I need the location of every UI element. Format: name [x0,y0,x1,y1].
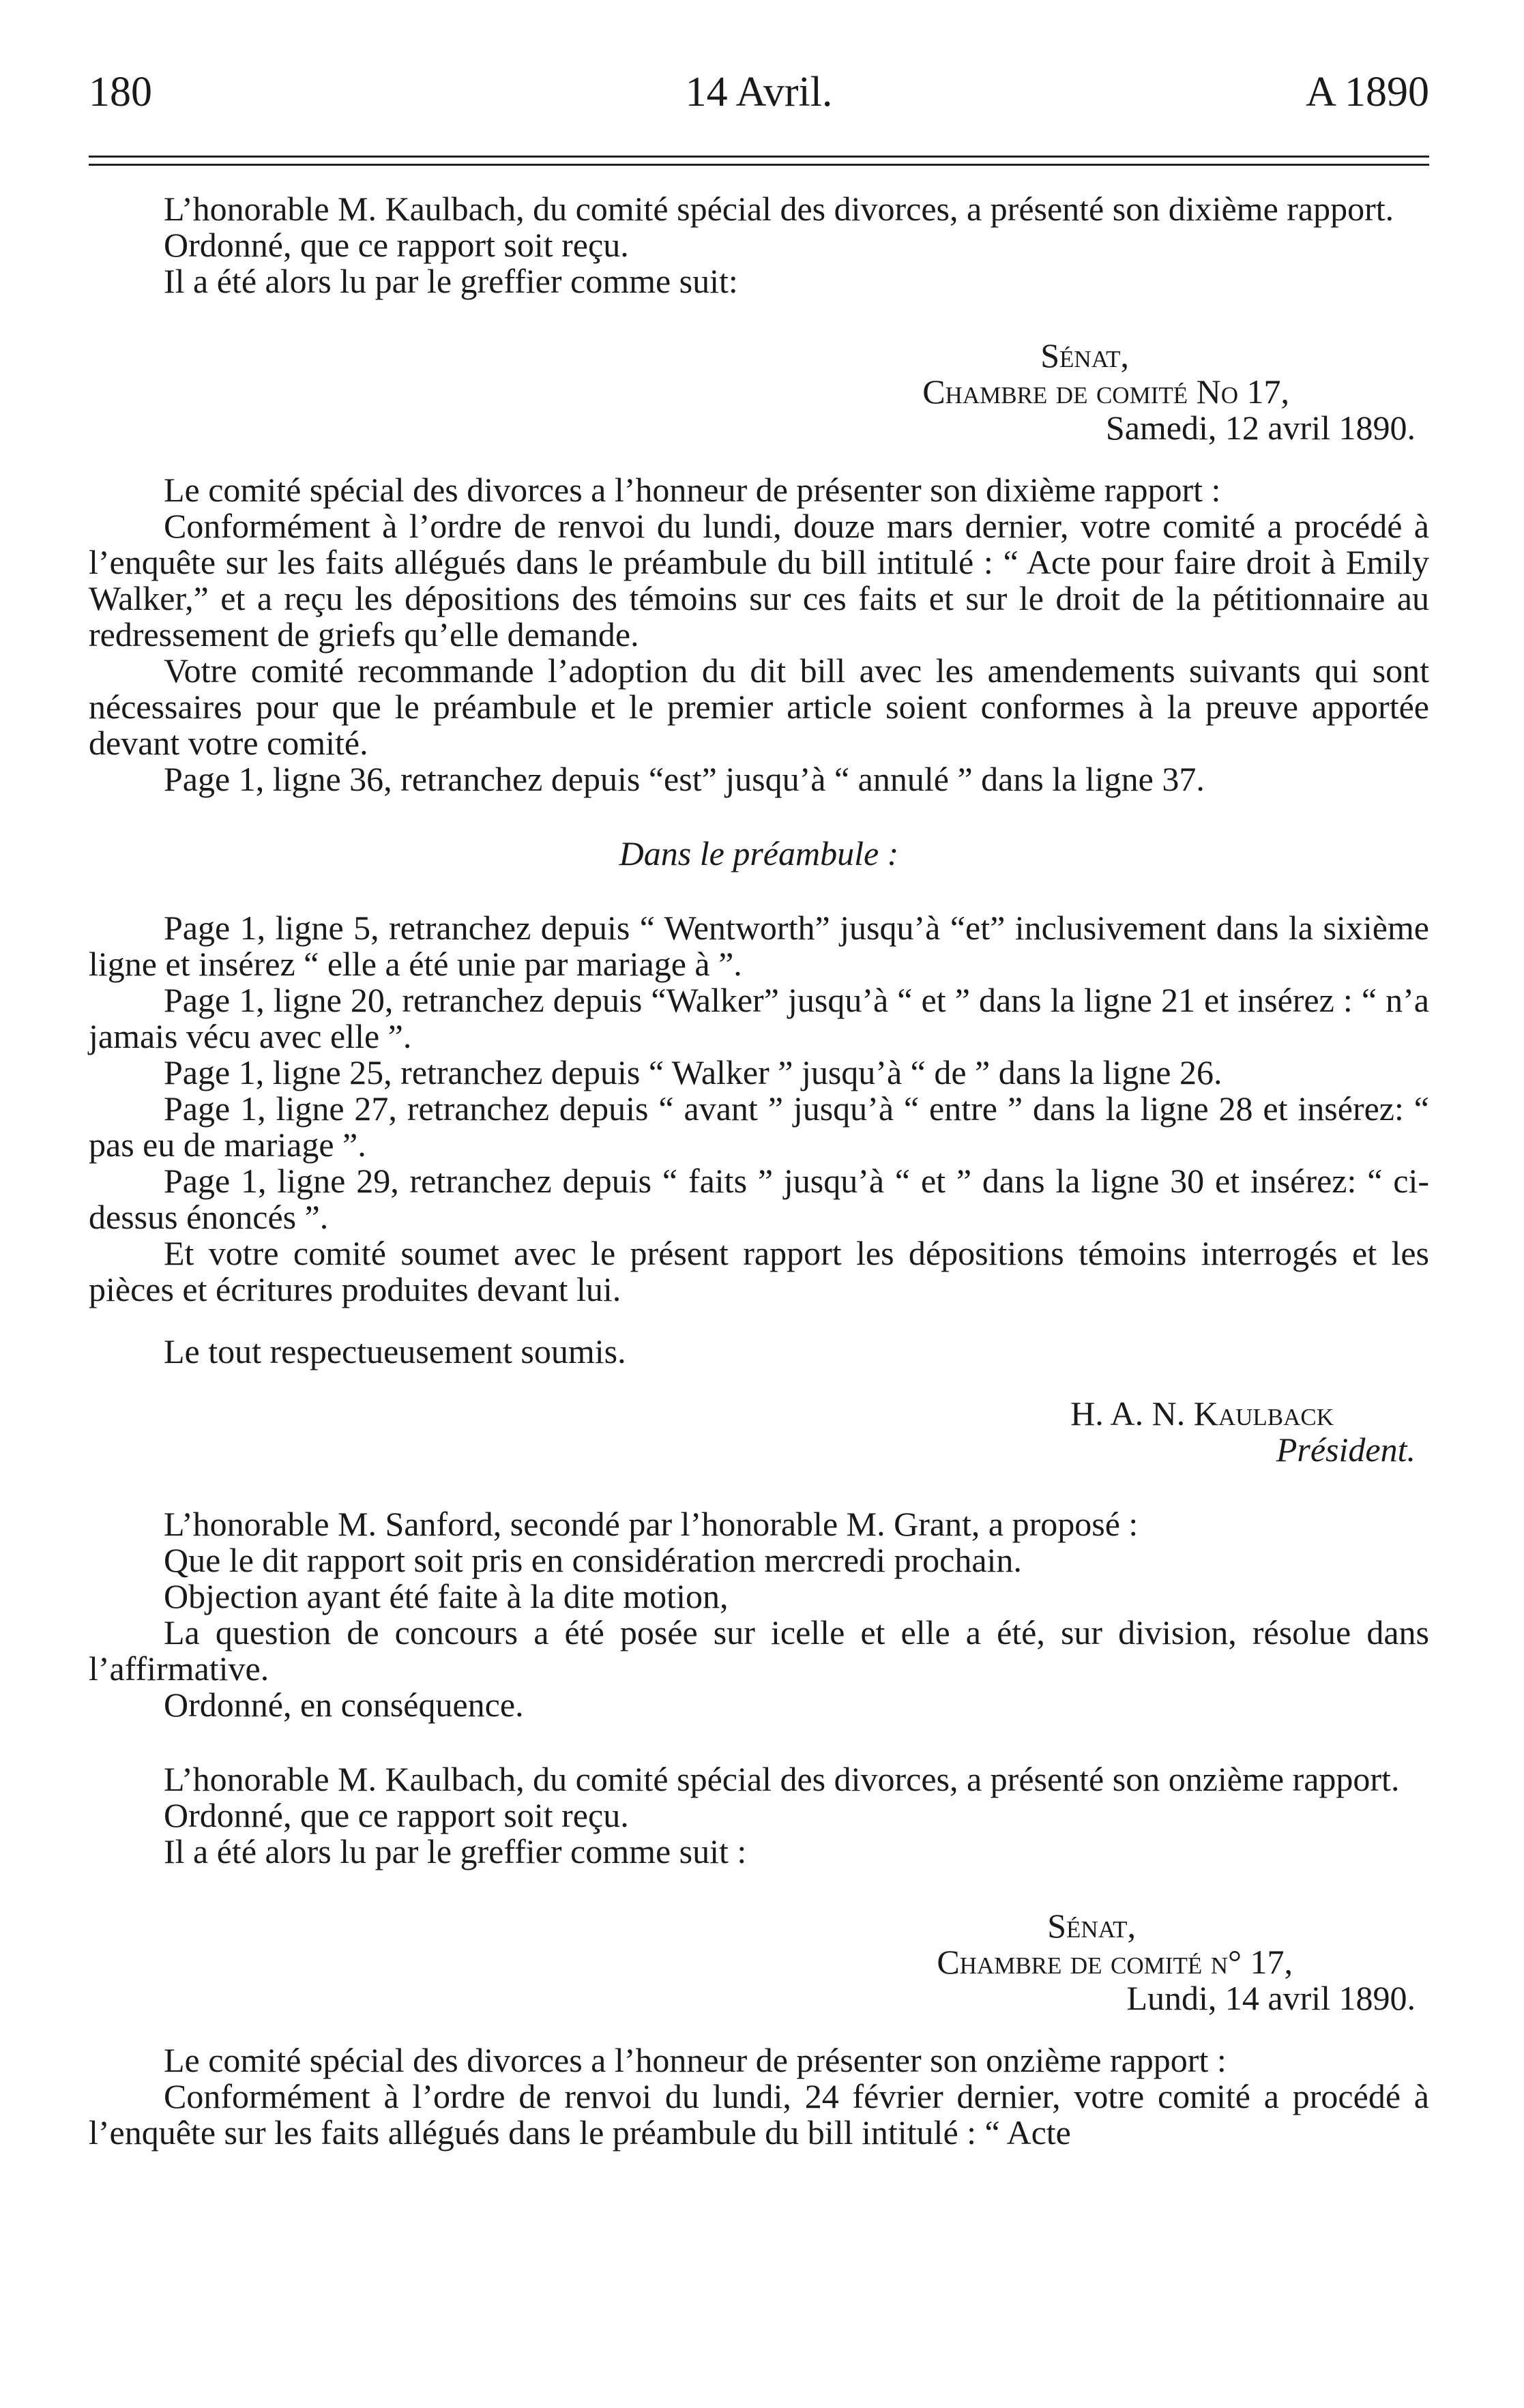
signature-title: Président. [1276,1430,1416,1469]
spacer [89,872,1429,910]
paragraph: Page 1, ligne 27, retranchez depuis “ avant ” jusqu’à “ entre ” dans la ligne 28 et insérez: “ pas eu de mariage ”. [89,1089,1429,1164]
page-number: 180 [89,69,152,115]
spacer [89,299,1429,338]
header-date: 14 Avril. [685,69,833,115]
paragraph: Il a été alors lu par le greffier comme suit: [164,262,738,300]
page-header [89,68,1429,123]
paragraph: Et votre comité soumet avec le présent rapport les dépositions témoins interrogés et les pièces et écritures produites devant lui. [89,1234,1429,1308]
header-rule-bottom [89,164,1429,166]
paragraph: Le tout respectueusement soumis. [164,1332,626,1370]
paragraph: Votre comité recommande l’adoption du dit bill avec les amendements suivants qui sont nécessaires pour que le préambule et le premier article soient conformes à la preuve apportée devant votre comité. [89,651,1429,762]
spacer [89,2016,1429,2042]
report-heading-senat: Sénat, [1047,1907,1136,1945]
paragraph: Page 1, ligne 25, retranchez depuis “ Walker ” jusqu’à “ de ” dans la ligne 26. [164,1053,1222,1091]
paragraph: Le comité spécial des divorces a l’honneur de présenter son onzième rapport : [164,2041,1227,2079]
spacer [89,797,1429,836]
spacer [89,1723,1429,1761]
spacer [89,1308,1429,1334]
paragraph: Conformément à l’ordre de renvoi du lundi, 24 février dernier, votre comité a procédé à l’enquête sur les faits allégués dans le préambule du bill intitulé : “ Acte [89,2077,1429,2152]
paragraph: Que le dit rapport soit pris en considération mercredi prochain. [164,1541,1022,1579]
paragraph: L’honorable M. Sanford, secondé par l’honorable M. Grant, a proposé : [164,1505,1139,1543]
report-heading-chambre: Chambre de comité n° 17, [937,1943,1293,1981]
paragraph: L’honorable M. Kaulbach, du comité spécial des divorces, a présenté son onzième rapport. [164,1760,1400,1798]
paragraph: Objection ayant été faite à la dite motion, [164,1577,729,1615]
document-body [89,191,1429,2151]
paragraph: Ordonné, que ce rapport soit reçu. [164,226,629,264]
spacer [89,446,1429,472]
report-date: Lundi, 14 avril 1890. [1126,1979,1416,2017]
paragraph: Le comité spécial des divorces a l’honneur de présenter son dixième rapport : [164,471,1221,509]
paragraph: Ordonné, en conséquence. [164,1686,524,1724]
paragraph: Page 1, ligne 5, retranchez depuis “ Wentworth” jusqu’à “et” inclusivement dans la sixième ligne et insérez “ elle a été unie par mariage à ”. [89,909,1429,983]
spacer [89,1370,1429,1396]
report-heading-chambre: Chambre de comité No 17, [922,372,1289,411]
spacer [89,1870,1429,1908]
report-date: Samedi, 12 avril 1890. [1105,409,1416,447]
paragraph: Il a été alors lu par le greffier comme suit : [164,1832,747,1870]
header-year: A 1890 [1306,69,1429,115]
paragraph: Page 1, ligne 20, retranchez depuis “Walker” jusqu’à “ et ” dans la ligne 21 et insérez : “ n’a jamais vécu avec elle ”. [89,981,1429,1055]
section-heading: Dans le préambule : [619,834,899,872]
spacer [89,1468,1429,1506]
paragraph: Conformément à l’ordre de renvoi du lundi, douze mars dernier, votre comité a procédé à l’enquête sur les faits allégués dans le préambule du bill intitulé : “ Acte pour faire droit à Emily Walker,” et a reçu les dépositions des témoins sur ces faits et sur le droit de la pétitionnaire au redressement de griefs qu’elle demande. [89,507,1429,654]
paragraph: La question de concours a été posée sur icelle et elle a été, sur division, résolue dans l’affirmative. [89,1613,1429,1688]
paragraph: L’honorable M. Kaulbach, du comité spécial des divorces, a présenté son dixième rapport. [164,190,1394,228]
report-heading-senat: Sénat, [1040,336,1129,375]
signature: H. A. N. Kaulback [1070,1394,1334,1433]
paragraph: Page 1, ligne 29, retranchez depuis “ faits ” jusqu’à “ et ” dans la ligne 30 et insérez: “ ci-dessus énoncés ”. [89,1162,1429,1236]
paragraph: Ordonné, que ce rapport soit reçu. [164,1796,629,1834]
header-rule-top [89,156,1429,158]
paragraph: Page 1, ligne 36, retranchez depuis “est” jusqu’à “ annulé ” dans la ligne 37. [164,760,1205,798]
